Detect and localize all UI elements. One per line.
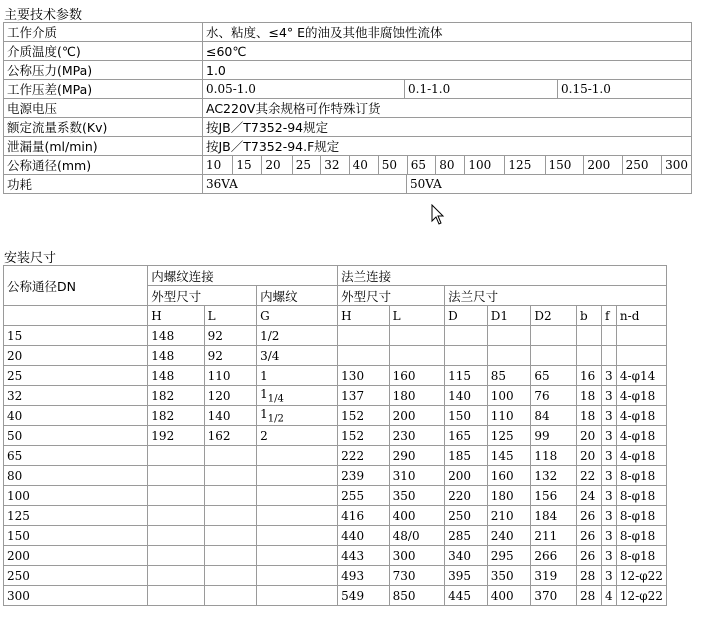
table-cell: 400: [487, 586, 531, 606]
table-cell: [389, 346, 444, 366]
table-cell: 4: [601, 586, 616, 606]
table-cell: 1/2: [257, 326, 338, 346]
table-cell: 350: [389, 486, 444, 506]
param-label: 工作压差(MPa): [4, 80, 203, 99]
table-cell: 110: [204, 366, 256, 386]
table-cell: 300: [389, 546, 444, 566]
table-cell: 3: [601, 386, 616, 406]
row-dn: 100: [4, 486, 148, 506]
table-cell: 210: [487, 506, 531, 526]
table-cell: 156: [531, 486, 577, 506]
param-row: [4, 175, 692, 194]
col-header-blank: [4, 306, 148, 326]
table-cell: 295: [487, 546, 531, 566]
param-value: 0.15-1.0: [558, 80, 692, 98]
table-cell: 110: [487, 406, 531, 426]
table-cell: 8-φ18: [616, 486, 666, 506]
table-cell: [204, 566, 256, 586]
table-cell: 26: [577, 526, 602, 546]
param-label: 公称通径(mm): [4, 156, 203, 175]
param-value: 50: [378, 156, 407, 174]
table-cell: 730: [389, 566, 444, 586]
table-cell: 222: [338, 446, 389, 466]
param-row: [4, 156, 692, 175]
table-cell: [577, 326, 602, 346]
param-value: 65: [407, 156, 435, 174]
table-cell: 152: [338, 426, 389, 446]
table-cell: 24: [577, 486, 602, 506]
table-cell: [577, 346, 602, 366]
col-header: L: [389, 306, 444, 326]
column-header-row: [4, 306, 667, 326]
row-dn: 250: [4, 566, 148, 586]
table-cell: [257, 566, 338, 586]
table-cell: 152: [338, 406, 389, 426]
param-value: 按JB／T7352-94规定: [203, 118, 692, 137]
table-cell: [148, 586, 204, 606]
param-value: 100: [465, 156, 505, 174]
thread-whole: 1: [260, 406, 268, 421]
table-cell: [601, 346, 616, 366]
param-value: 10: [206, 158, 222, 172]
header-outline: 外型尺寸: [148, 286, 257, 306]
install-table: [3, 265, 667, 606]
table-row: [4, 546, 667, 566]
table-cell: 440: [338, 526, 389, 546]
table-cell: 3: [601, 446, 616, 466]
table-cell: [204, 446, 256, 466]
thread-fraction: 1/4: [267, 393, 284, 405]
table-cell: 230: [389, 426, 444, 446]
table-cell: [487, 346, 531, 366]
table-cell: [445, 346, 488, 366]
table-cell: [616, 346, 666, 366]
table-cell: 125: [487, 426, 531, 446]
table-cell: [257, 526, 338, 546]
param-value: 15: [233, 156, 262, 174]
param-label: 介质温度(℃): [4, 42, 203, 61]
row-dn: 300: [4, 586, 148, 606]
table-cell: 395: [445, 566, 488, 586]
param-values-table: [203, 156, 691, 174]
table-cell: 28: [577, 566, 602, 586]
table-cell: 3: [601, 366, 616, 386]
table-cell: 76: [531, 386, 577, 406]
param-value: 36VA: [206, 177, 238, 191]
table-cell: 4-φ18: [616, 386, 666, 406]
table-cell: [204, 506, 256, 526]
section-title-params: 主要技术参数: [4, 8, 83, 23]
param-values-table: [203, 80, 691, 98]
table-cell: 3: [601, 426, 616, 446]
table-cell: [257, 386, 338, 406]
param-value: 水、粘度、≤4° E的油及其他非腐蚀性流体: [203, 23, 692, 42]
header-outline-flange: 外型尺寸: [338, 286, 445, 306]
table-cell: 3: [601, 526, 616, 546]
table-cell: [204, 586, 256, 606]
param-value: 150: [545, 156, 584, 174]
table-row: [4, 426, 667, 446]
param-value: 25: [292, 156, 320, 174]
table-cell: 239: [338, 466, 389, 486]
table-cell: 84: [531, 406, 577, 426]
table-row: [4, 346, 667, 366]
table-cell: 4-φ18: [616, 406, 666, 426]
table-cell: 148: [148, 326, 204, 346]
table-row: [4, 526, 667, 546]
table-cell: 130: [338, 366, 389, 386]
table-row: [4, 566, 667, 586]
table-cell: [257, 446, 338, 466]
table-cell: 148: [148, 346, 204, 366]
table-cell: 8-φ18: [616, 526, 666, 546]
col-header: b: [577, 306, 602, 326]
param-value: 0.05-1.0: [206, 82, 256, 96]
table-row: [4, 466, 667, 486]
table-cell: 3: [601, 486, 616, 506]
table-cell: 340: [445, 546, 488, 566]
param-value: 300: [662, 156, 691, 174]
table-cell: 85: [487, 366, 531, 386]
table-cell: 160: [389, 366, 444, 386]
table-cell: 3/4: [257, 346, 338, 366]
table-cell: [338, 326, 389, 346]
table-cell: 4-φ18: [616, 446, 666, 466]
table-cell: [257, 466, 338, 486]
table-cell: 200: [389, 406, 444, 426]
table-cell: 65: [531, 366, 577, 386]
col-header: f: [601, 306, 616, 326]
table-cell: 240: [487, 526, 531, 546]
table-cell: 310: [389, 466, 444, 486]
table-cell: 180: [389, 386, 444, 406]
col-header: H: [148, 306, 204, 326]
param-row: [4, 137, 692, 156]
table-cell: [257, 486, 338, 506]
table-cell: 118: [531, 446, 577, 466]
table-cell: 182: [148, 386, 204, 406]
table-cell: [445, 326, 488, 346]
param-value: 250: [622, 156, 662, 174]
param-value: 200: [584, 156, 622, 174]
row-dn: 20: [4, 346, 148, 366]
section-title-install: 安装尺寸: [4, 251, 57, 266]
param-values-table: [203, 175, 691, 193]
param-value: 20: [262, 156, 292, 174]
table-cell: [148, 446, 204, 466]
table-cell: 92: [204, 326, 256, 346]
header-flange-size: 法兰尺寸: [445, 286, 667, 306]
header-dn: 公称通径DN: [4, 266, 148, 306]
table-cell: 184: [531, 506, 577, 526]
table-cell: 319: [531, 566, 577, 586]
table-cell: 12-φ22: [616, 566, 666, 586]
table-cell: 192: [148, 426, 204, 446]
table-cell: [204, 546, 256, 566]
table-cell: 255: [338, 486, 389, 506]
table-cell: 250: [445, 506, 488, 526]
table-row: [4, 326, 667, 346]
param-values-cell: [203, 156, 692, 175]
table-cell: 26: [577, 506, 602, 526]
row-dn: 32: [4, 386, 148, 406]
row-dn: 40: [4, 406, 148, 426]
table-cell: 290: [389, 446, 444, 466]
table-cell: [148, 526, 204, 546]
param-value: 0.1-1.0: [405, 80, 558, 98]
param-value: 125: [505, 156, 545, 174]
table-cell: 4-φ14: [616, 366, 666, 386]
table-cell: 3: [601, 406, 616, 426]
param-label: 公称压力(MPa): [4, 61, 203, 80]
table-cell: [257, 506, 338, 526]
table-cell: [616, 326, 666, 346]
table-cell: [148, 506, 204, 526]
table-cell: 162: [204, 426, 256, 446]
row-dn: 125: [4, 506, 148, 526]
table-cell: 2: [257, 426, 338, 446]
table-row: [4, 506, 667, 526]
table-cell: 8-φ18: [616, 546, 666, 566]
table-cell: 99: [531, 426, 577, 446]
table-cell: 100: [487, 386, 531, 406]
param-value: 80: [436, 156, 465, 174]
row-dn: 65: [4, 446, 148, 466]
table-row: [4, 406, 667, 426]
table-cell: 28: [577, 586, 602, 606]
table-cell: 132: [531, 466, 577, 486]
param-row: [4, 61, 692, 80]
col-header: D2: [531, 306, 577, 326]
params-table: [3, 22, 692, 194]
table-cell: 285: [445, 526, 488, 546]
param-values-cell: [203, 80, 692, 99]
param-row: [4, 23, 692, 42]
param-label: 电源电压: [4, 99, 203, 118]
table-cell: 850: [389, 586, 444, 606]
param-value: ≤60℃: [203, 42, 692, 61]
table-cell: [487, 326, 531, 346]
table-cell: 180: [487, 486, 531, 506]
param-label: 额定流量系数(Kv): [4, 118, 203, 137]
table-row: [4, 386, 667, 406]
table-cell: 18: [577, 406, 602, 426]
table-cell: [257, 406, 338, 426]
table-cell: 445: [445, 586, 488, 606]
param-label: 功耗: [4, 175, 203, 194]
table-cell: 370: [531, 586, 577, 606]
table-cell: [601, 326, 616, 346]
table-cell: 350: [487, 566, 531, 586]
table-cell: 137: [338, 386, 389, 406]
table-cell: [204, 486, 256, 506]
table-cell: 1: [257, 366, 338, 386]
header-thread-sub: 内螺纹: [257, 286, 338, 306]
table-cell: [531, 346, 577, 366]
table-cell: [204, 466, 256, 486]
table-cell: 200: [445, 466, 488, 486]
table-cell: 185: [445, 446, 488, 466]
param-value: 1.0: [203, 61, 692, 80]
row-dn: 25: [4, 366, 148, 386]
table-cell: 3: [601, 566, 616, 586]
row-dn: 200: [4, 546, 148, 566]
table-cell: 3: [601, 466, 616, 486]
table-cell: 115: [445, 366, 488, 386]
table-cell: 48/0: [389, 526, 444, 546]
table-cell: 20: [577, 426, 602, 446]
param-row: [4, 80, 692, 99]
table-cell: [531, 326, 577, 346]
row-dn: 50: [4, 426, 148, 446]
table-cell: 416: [338, 506, 389, 526]
row-dn: 80: [4, 466, 148, 486]
param-value: AC220V其余规格可作特殊订货: [203, 99, 692, 118]
col-header: H: [338, 306, 389, 326]
table-row: [4, 366, 667, 386]
param-value: 50VA: [407, 175, 692, 193]
table-row: [4, 586, 667, 606]
table-cell: 443: [338, 546, 389, 566]
col-header: G: [257, 306, 338, 326]
header-thread: 内螺纹连接: [148, 266, 338, 286]
thread-whole: 1: [260, 386, 268, 401]
table-cell: [148, 466, 204, 486]
table-cell: 140: [204, 406, 256, 426]
table-cell: 220: [445, 486, 488, 506]
table-cell: 140: [445, 386, 488, 406]
param-row: [4, 118, 692, 137]
table-cell: [338, 346, 389, 366]
table-cell: [148, 566, 204, 586]
param-values-cell: [203, 175, 692, 194]
thread-fraction: 1/2: [267, 413, 284, 425]
row-dn: 15: [4, 326, 148, 346]
param-value: 40: [349, 156, 378, 174]
table-cell: 182: [148, 406, 204, 426]
param-label: 工作介质: [4, 23, 203, 42]
table-cell: 8-φ18: [616, 506, 666, 526]
table-cell: [148, 546, 204, 566]
table-cell: 22: [577, 466, 602, 486]
table-cell: 148: [148, 366, 204, 386]
table-cell: 4-φ18: [616, 426, 666, 446]
table-cell: 3: [601, 546, 616, 566]
param-value: 按JB／T7352-94.F规定: [203, 137, 692, 156]
param-row: [4, 42, 692, 61]
table-cell: 266: [531, 546, 577, 566]
col-header: D: [445, 306, 488, 326]
table-cell: 20: [577, 446, 602, 466]
table-cell: 16: [577, 366, 602, 386]
mouse-cursor-icon: [431, 204, 445, 226]
table-cell: 160: [487, 466, 531, 486]
table-cell: [204, 526, 256, 546]
table-row: [4, 486, 667, 506]
table-cell: 150: [445, 406, 488, 426]
table-cell: 8-φ18: [616, 466, 666, 486]
table-cell: [257, 546, 338, 566]
param-row: [4, 99, 692, 118]
table-row: [4, 446, 667, 466]
table-cell: 120: [204, 386, 256, 406]
col-header: D1: [487, 306, 531, 326]
header-flange: 法兰连接: [338, 266, 667, 286]
table-cell: 12-φ22: [616, 586, 666, 606]
table-cell: 3: [601, 506, 616, 526]
table-cell: 18: [577, 386, 602, 406]
table-cell: 400: [389, 506, 444, 526]
table-cell: [257, 586, 338, 606]
table-cell: 211: [531, 526, 577, 546]
table-cell: 549: [338, 586, 389, 606]
table-cell: 145: [487, 446, 531, 466]
col-header: n-d: [616, 306, 666, 326]
param-value: 32: [321, 156, 349, 174]
table-cell: 26: [577, 546, 602, 566]
table-cell: 92: [204, 346, 256, 366]
row-dn: 150: [4, 526, 148, 546]
table-cell: 165: [445, 426, 488, 446]
table-cell: [148, 486, 204, 506]
table-cell: 493: [338, 566, 389, 586]
col-header: L: [204, 306, 256, 326]
table-cell: [389, 326, 444, 346]
param-label: 泄漏量(ml/min): [4, 137, 203, 156]
